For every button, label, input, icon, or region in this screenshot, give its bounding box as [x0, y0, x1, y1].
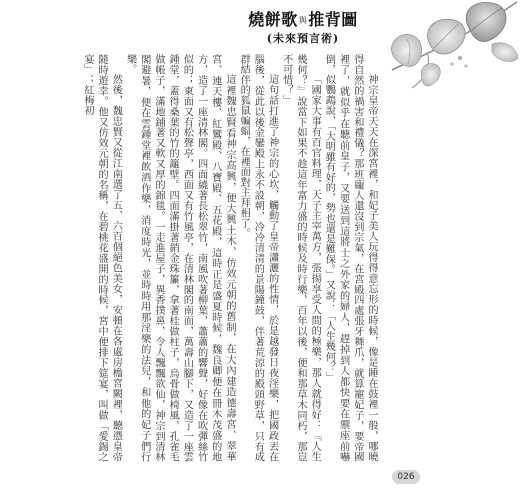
- page-title: [228, 10, 378, 31]
- paragraph-1: 神宗皇帝天天在深宮裡，和妃子美人玩得得意忘形的時候，像是睡在鼓裡一般，哪曉得自然的禍害和禮儀？那班龐人還沒到宗氣，在宮殿四處張牙舞爪，就算寵妃子，要帝國裡了，就似乎在聽前皇子，又要送到這將士之外家的婦人，趕掉到人都快要在禦座前嚇倒，似鸚鵡說，「大明雖有好的，勢也還是難保。」又說：「人生幾何？」: [323, 54, 377, 462]
- title-block: [228, 10, 378, 46]
- title-connector: 與: [298, 15, 308, 25]
- leaf-decoration-icon: [372, 0, 520, 92]
- paragraph-3: 這句話打進了神宗的心坎，觸動了皇帝瀟灑的性情，於是越發日夜淫樂，把國政丟在腦後，從此以後金鑾殿上永不設朝，冷冷清清的景陽鐘鼓，伴著荒涼的殿頭野草，只有成群結伴的狐鼠蝙蝠，在裡面對主拜相了。: [238, 54, 278, 462]
- paragraph-4: 這裡魏忠賢看神宗高興，便大興土木，仿效元朝的舊制，在大內建造德壽宮、翠華宮、連天樓、紅鸞殿、八寶殿、五花殿，這時正是盛夏時候，魏良卿便在冊木茂盛的地方，造了一座清林閣。四面繞著長松翠竹，南風吹著柳葉，蕭蕭的響聲，好像在吹彈絲竹似的；東面又有松聲亭，西面又有竹風亭，在清林閣的南面，萬壽山腳下，又造了一座雲鍾堂，蓋得桑葉的竹的籬壁。四面滿掛著銷金珠簾，拿著桂做柱子，烏骨做椅風，孔雀毛做帳子，滿地鋪著又軟又厚的錦毯。一走進屋子，異香撲鼻，令人飄飄欲仙，神宗到清林閣避暑，便在雲鍾堂裡飲酒作樂，消度時光，並時時用那淫樂的法兒，和他的妃子們行樂。: [124, 54, 235, 462]
- paragraph-2: 「國家大事有百官料理，天子主宰萬方，張揚享受人間的極樂，那人就得好：『人生幾何？』說當下如果不趁這年富力盛的時候及時行樂，百年以後，便和那草木同朽，那豈不可惜？」: [280, 54, 321, 462]
- body-text: [81, 54, 378, 462]
- page-number: 026: [392, 470, 420, 484]
- page-subtitle: (未來預言術): [266, 31, 340, 45]
- title-part-2: 推背圖: [308, 10, 358, 29]
- title-part-1: 燒餅歌: [248, 10, 298, 29]
- paragraph-5: 然後，魏忠賢又從江南選了五、六百個絕色美女，安頓在各處房檐宮闕裡，聽憑皇帝隨時遊幸。他又仿效元朝的名稱，在碧桃花盛開的時候，宮中便排下筵宴，叫做「愛錫之宴」；紅梅初: [81, 54, 122, 462]
